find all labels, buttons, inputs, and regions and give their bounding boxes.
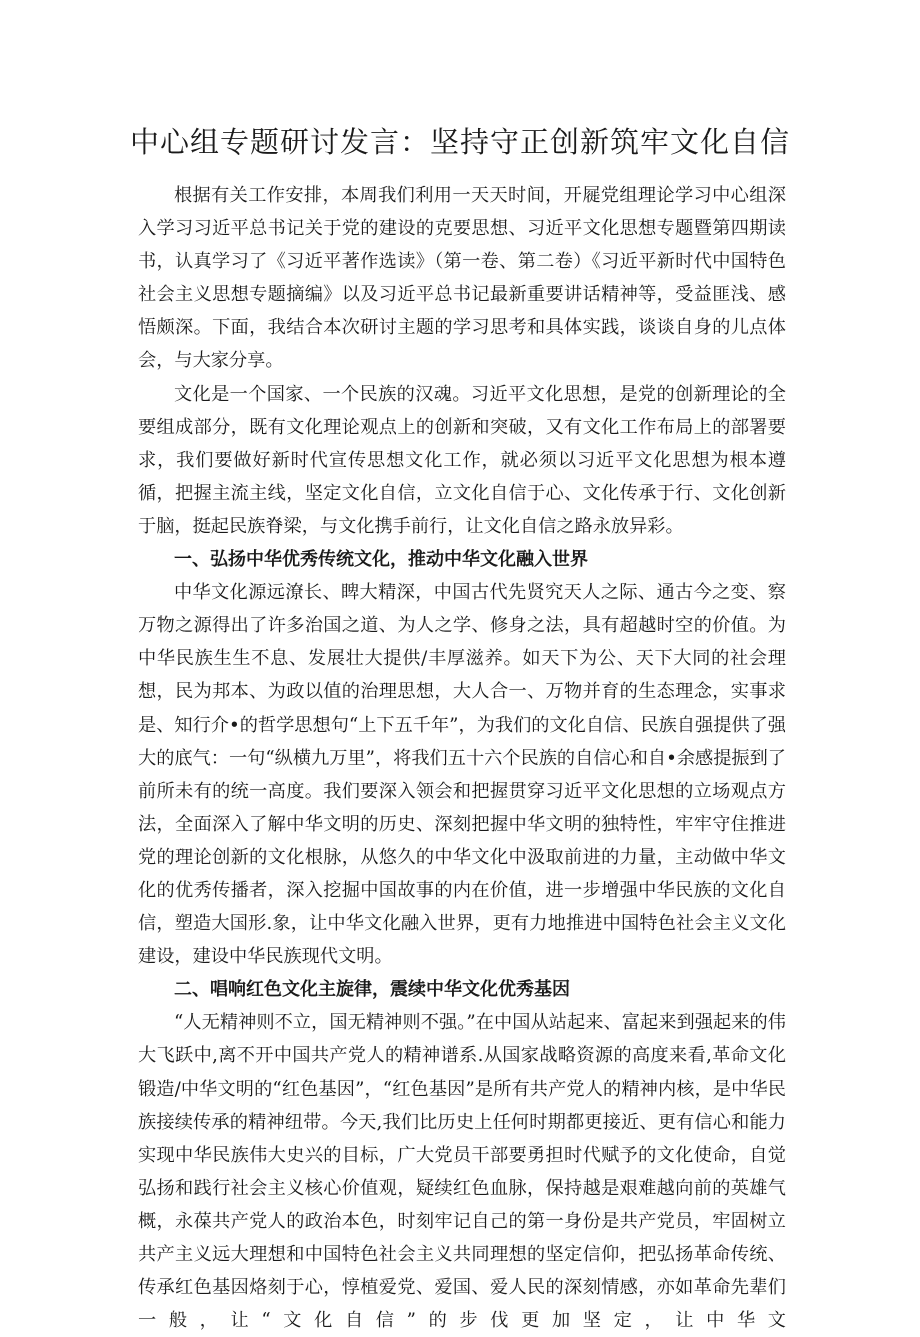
culture-paragraph: 文化是一个国家、一个民族的汉魂。习近平文化思想，是党的创新理论的全要组成部分，既有文化理论观点上的创新和突破，又有文化工作布局上的部署要求，我们要做好新时代宣传思想文化工作，就必须以习近平文化思想为根本遵循，把握主流主线，坚定文化自信，立文化自信于心、文化传承于行、文化创新于脑，挺起民族脊梁，与文化携手前行，让文化自信之路永放异彩。 (138, 383, 786, 537)
section-2-heading: 二、唱响红色文化主旋律，震续中华文化优秀基因 (174, 979, 570, 1001)
section-2-paragraph: “人无精神则不立，国无精神则不强。”在中国从站起来、富起来到强起来的伟大飞跃中,离不开中国共产党人的精神谱系.从国家战略资源的高度来看,革命文化锻造/中华文明的“红色基因”，“红色基因”是所有共产党人的精神内核，是中华民族接续传承的精神纽带。今天,我们比历史上任何时期都更接近、更有信心和能力实现中华民族伟大史兴的目标，广大党员干部要勇担时代赋予的文化使命，自觉弘扬和践行社会主义核心价值观，疑续红色血脉，保持越是艰难越向前的英雄气概，永葆共产党人的政治本色，时刻牢记自己的第一身份是共产党员，牢固树立共产主义远大理想和中国特色社会主义共同理想的坚定信仰，把弘扬革命传统、传承红色基因烙刻于心，惇植爱党、爱国、爱人民的深刻情感，亦如革命先辈们一般，让“文化自信”的步伐更加坚定，让中华文 (138, 1012, 786, 1332)
document-title: 中心组专题研讨发言：坚持守正创新筑牢文化自信 (129, 125, 790, 159)
section-1-heading: 一、弘扬中华优秀传统文化，推动中华文化融入世界 (174, 549, 588, 571)
section-1-paragraph: 中华文化源远潦长、睥大精深，中国古代先贤究天人之际、通古今之变、察万物之源得出了许多治国之道、为人之学、修身之法，具有超越时空的价值。为中华民族生生不息、发展壮大提供/丰厚滋养。如天下为公、天下大同的社会理想，民为邦本、为政以值的治理思想，大人合一、万物并育的生态理念，实事求是、知行介•的哲学思想句“上下五千年”，为我们的文化自信、民族自强提供了强大的底气：一句“纵横九万里”，将我们五十六个民族的自信心和自•余感提振到了前所未有的统一高度。我们要深入领会和把握贯穿习近平文化思想的立场观点方法，全面深入了解中华文明的历史、深刻把握中华文明的独特性，牢牢守住推进党的理论创新的文化根脉，从悠久的中华文化中汲取前进的力量，主动做中华文化的优秀传播者，深入挖掘中国故事的内在价值，进一步增强中华民族的文化自信，塑造大国形.象，让中华文化融入世界，更有力地推进中国特色社会主义文化建设，建设中华民族现代文明。 (138, 582, 786, 968)
document-body (138, 179, 786, 1337)
intro-paragraph: 根据有关工作安排，本周我们利用一天天时间，开屣党组理论学习中心组深入学习习近平总书记关于党的建设的克要思想、习近平文化思想专题暨第四期读书，认真学习了《习近平著作选读》（第一卷、第二卷）《习近平新时代中国特色社会主义思想专题摘编》以及习近平总书记最新重要讲话精神等，受益匪浅、感悟颇深。下面，我结合本次研讨主题的学习思考和具体实践，谈谈自身的儿点体会，与大家分享。 (138, 185, 786, 372)
